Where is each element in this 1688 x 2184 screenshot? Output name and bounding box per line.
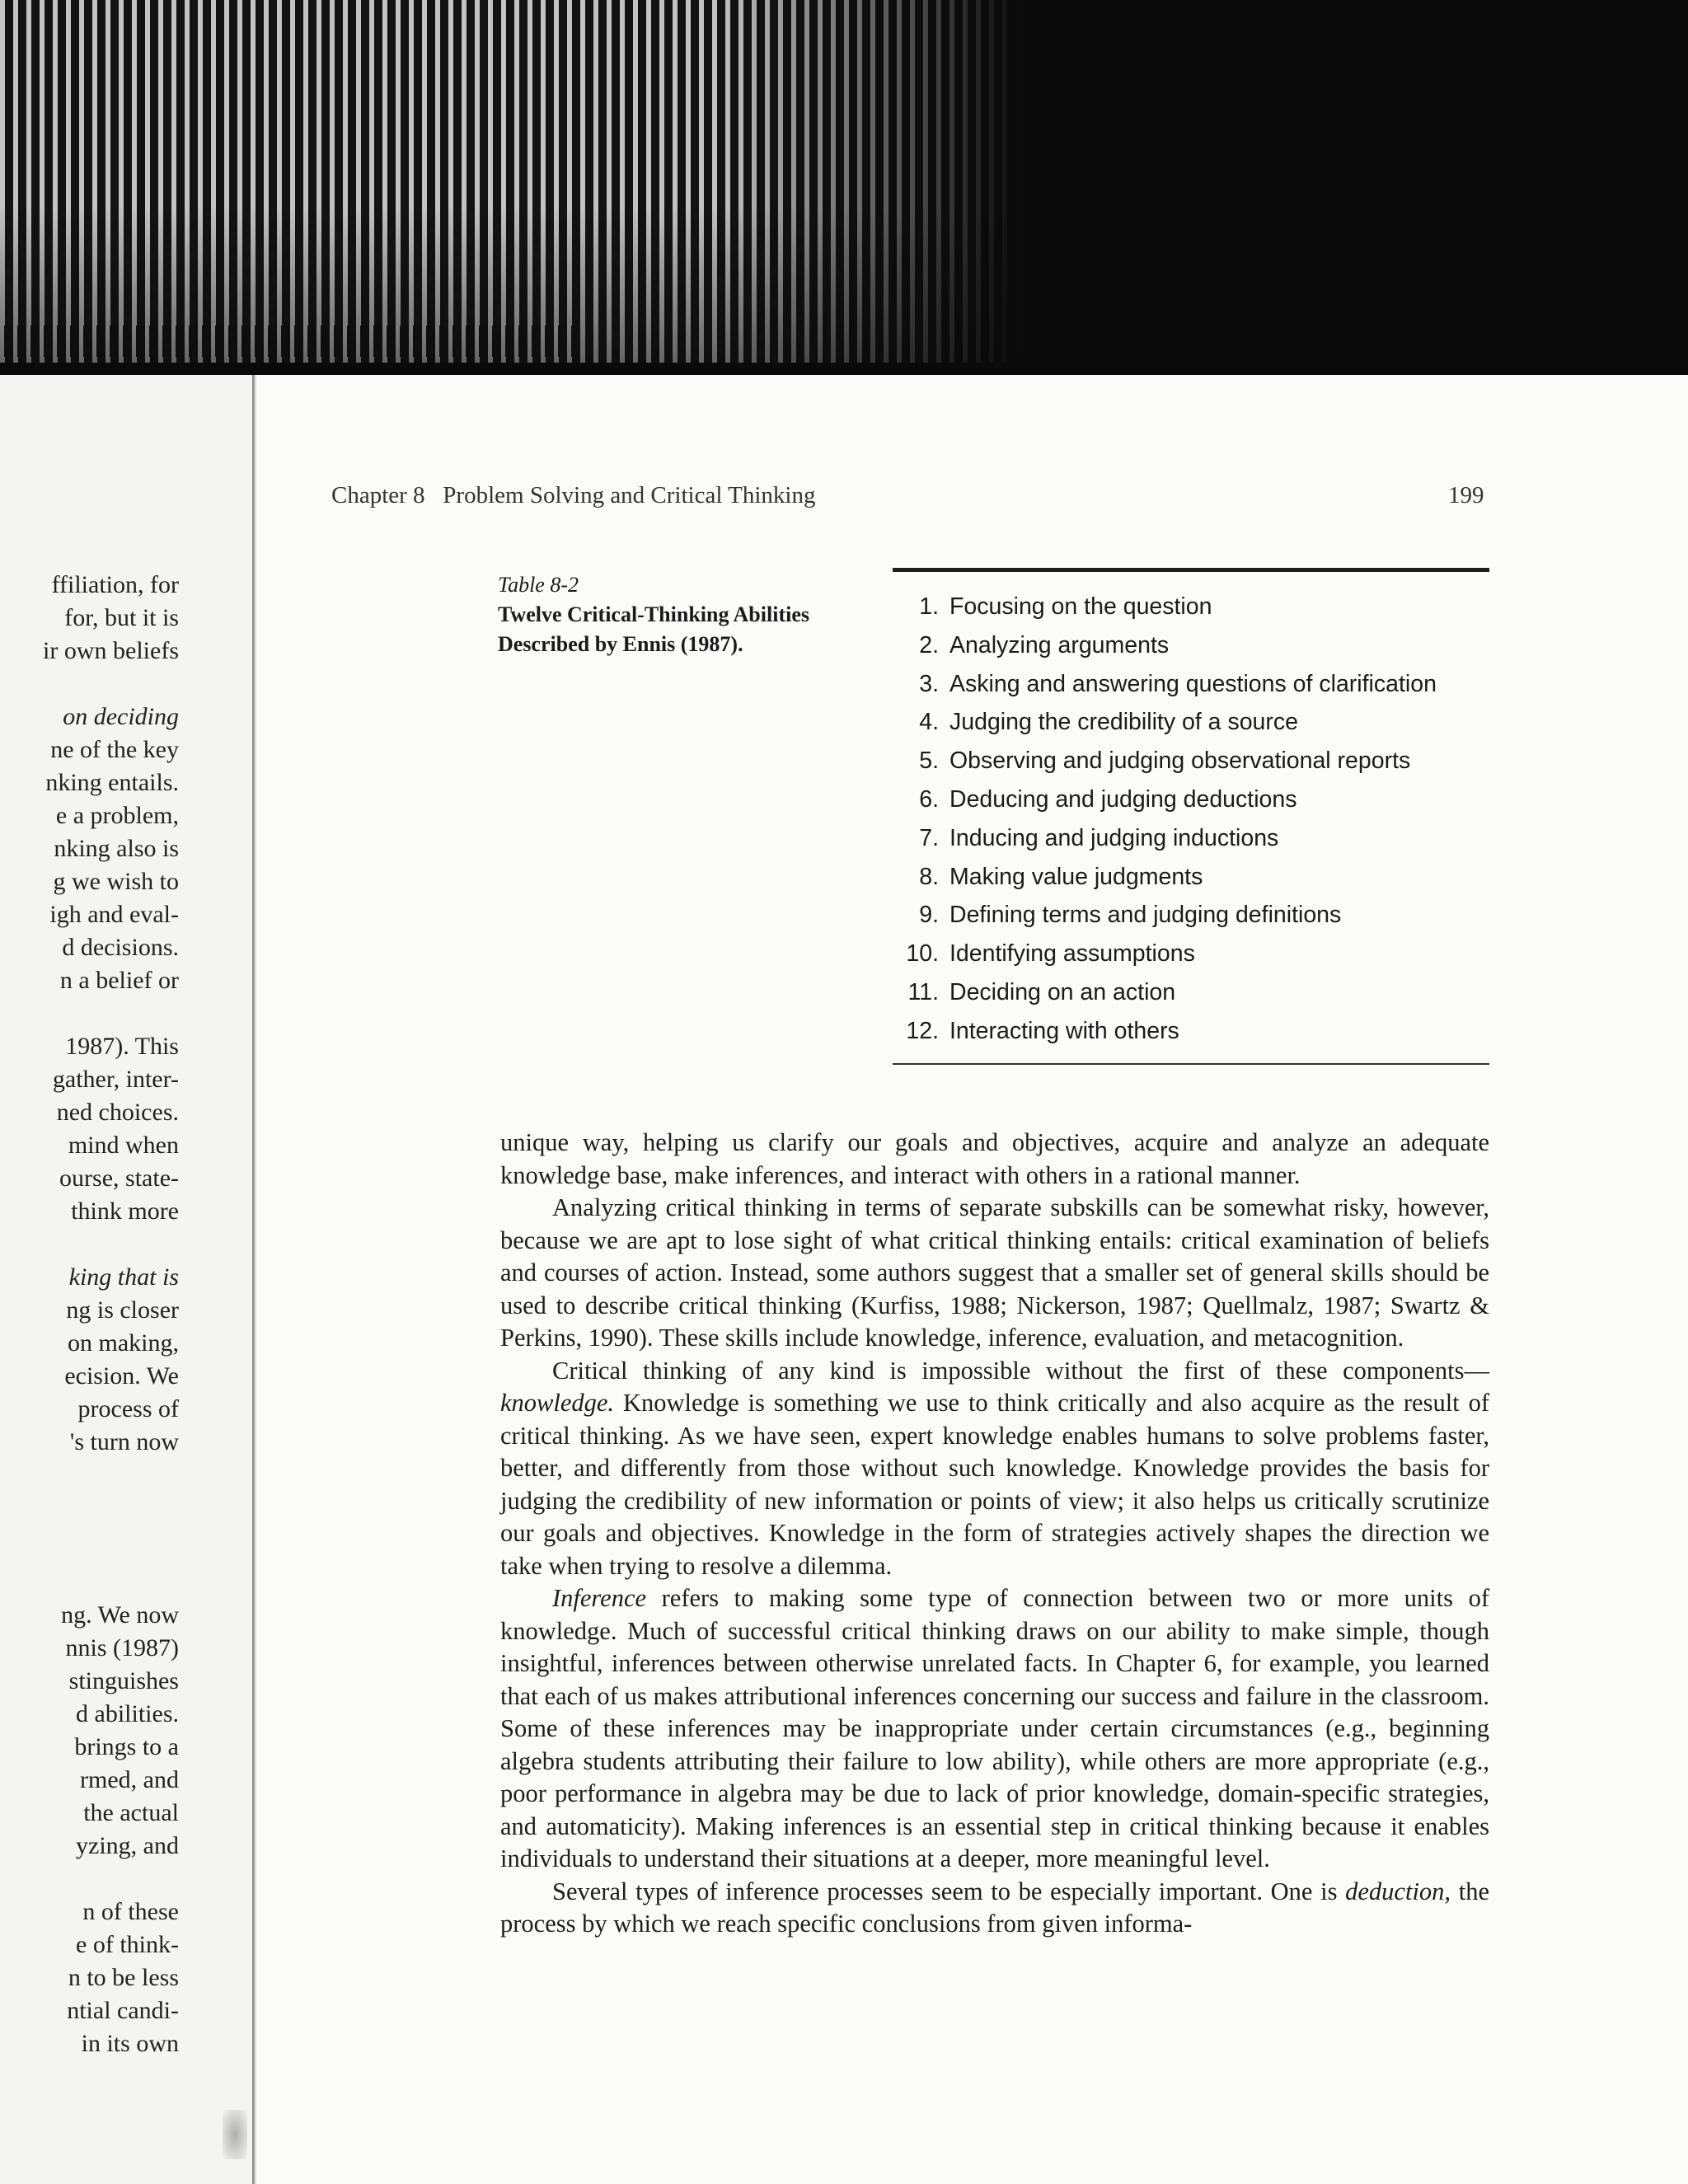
ability-number: 4. [919, 709, 939, 736]
body-text [500, 1127, 1489, 1941]
facing-page-line: think more [71, 1197, 179, 1225]
ability-text: Observing and judging observational reports [950, 748, 1411, 775]
ability-item [893, 973, 1489, 1012]
table-title: Twelve Critical-Thinking Abilities Described by Ennis (1987). [498, 602, 809, 656]
ability-number: 7. [919, 824, 939, 851]
scanner-shadow-band [0, 0, 1688, 375]
facing-page-left [0, 375, 257, 2184]
facing-page-line: for, but it is [64, 604, 179, 631]
facing-page-line: ned choices. [56, 1099, 179, 1126]
book-gutter [252, 375, 256, 2184]
scanner-shadow-gradient [0, 0, 1688, 375]
table-bottom-rule [893, 1063, 1489, 1065]
ability-item [893, 665, 1489, 704]
ability-number: 10. [906, 940, 939, 968]
ability-number: 9. [919, 902, 939, 929]
ability-number: 1. [919, 593, 939, 620]
page-number: 199 [1448, 482, 1484, 509]
facing-page-line: d abilities. [76, 1700, 179, 1727]
facing-page-line: king that is [68, 1263, 179, 1291]
ability-text: Interacting with others [950, 1017, 1179, 1044]
ability-item [893, 703, 1489, 742]
table-caption [498, 570, 860, 659]
facing-page-line: process of [77, 1395, 179, 1422]
facing-page-line: e of think- [76, 1931, 179, 1958]
facing-page-line: mind when [68, 1132, 179, 1159]
paragraph-3 [500, 1355, 1489, 1583]
running-head [331, 482, 1485, 509]
facing-page-line: nnis (1987) [65, 1634, 179, 1661]
ability-item [893, 858, 1489, 897]
facing-page-line: d decisions. [62, 934, 179, 961]
facing-page-line: ourse, state- [59, 1165, 179, 1192]
ability-text: Identifying assumptions [950, 940, 1195, 968]
facing-page-line: yzing, and [76, 1832, 179, 1859]
ability-text: Judging the credibility of a source [950, 709, 1298, 736]
facing-page-line: ffiliation, for [51, 571, 179, 598]
facing-page-line: nking also is [54, 835, 179, 862]
ability-item [893, 626, 1489, 665]
ability-number: 5. [919, 748, 939, 775]
table-top-rule [893, 568, 1489, 572]
ability-text: Analyzing arguments [950, 631, 1170, 658]
ability-text: Focusing on the question [950, 593, 1212, 620]
term-inference: Inference [552, 1584, 647, 1612]
paragraph-5-text-a: Several types of inference processes seem to be especially important. One is [552, 1877, 1346, 1905]
ability-text: Deciding on an action [950, 978, 1176, 1005]
ability-number: 11. [907, 978, 939, 1005]
chapter-title: Chapter 8 Problem Solving and Critical Thinking [331, 482, 816, 509]
ability-item [893, 588, 1489, 626]
ability-number: 3. [919, 670, 939, 697]
paragraph-4 [500, 1582, 1489, 1876]
paragraph-1: unique way, helping us clarify our goals and objectives, acquire and analyze an adequate knowledge base, make inferences, and interact with others in a rational manner. [500, 1128, 1489, 1189]
ability-text: Deducing and judging deductions [950, 785, 1297, 813]
facing-page-line: ng is closer [66, 1296, 179, 1324]
ability-number: 12. [906, 1017, 939, 1044]
facing-page-line: ir own beliefs [43, 637, 179, 664]
ability-number: 6. [919, 785, 939, 813]
facing-page-line: n of these [82, 1898, 179, 1925]
scan-smudge [223, 2110, 247, 2159]
ability-item [893, 819, 1489, 858]
facing-page-line: ecision. We [64, 1362, 179, 1390]
facing-page-line: stinguishes [68, 1667, 179, 1694]
abilities-list [893, 588, 1489, 1051]
facing-page-line: n to be less [68, 1964, 179, 1991]
facing-page-line: n a belief or [59, 967, 179, 994]
facing-page-line: the actual [83, 1799, 179, 1826]
facing-page-line: ntial candi- [67, 1997, 179, 2024]
ability-text: Asking and answering questions of clarification [950, 670, 1437, 697]
facing-page-line: ne of the key [50, 736, 179, 763]
facing-page-line: nking entails. [45, 769, 179, 796]
facing-page-line: on deciding [63, 703, 179, 730]
facing-page-line: g we wish to [53, 868, 179, 895]
paragraph-5-text-b: the process by which we reach specific conclusions from given informa- [500, 1877, 1489, 1938]
facing-page-line: igh and eval- [49, 901, 179, 928]
ability-number: 2. [919, 631, 939, 658]
ability-item [893, 935, 1489, 973]
ability-item [893, 780, 1489, 819]
paragraph-3-text-a: Critical thinking of any kind is impossible without the first of these components— [552, 1356, 1489, 1385]
facing-page-line: on making, [68, 1329, 179, 1357]
ability-text: Defining terms and judging definitions [950, 902, 1342, 929]
ability-item [893, 742, 1489, 780]
term-deduction: deduction, [1345, 1877, 1451, 1905]
term-knowledge: knowledge. [500, 1389, 615, 1417]
ability-item [893, 1012, 1489, 1051]
facing-page-line: in its own [81, 2030, 179, 2057]
paragraph-2: Analyzing critical thinking in terms of separate subskills can be somewhat risky, however, because we are apt to lose sight of what critical thinking entails: critical examination of beliefs and courses of action. Instead, some authors suggest that a smaller set of general skills should be used to describe critical thinking (Kurfiss, 1988; Nickerson, 1987; Quellmalz, 1987; Swartz & Perkins, 1990). These skills include knowledge, inference, evaluation, and metacognition. [500, 1193, 1489, 1352]
facing-page-line: rmed, and [80, 1766, 179, 1793]
facing-page-line: 's turn now [69, 1428, 179, 1455]
facing-page-line: gather, inter- [52, 1066, 179, 1093]
ability-text: Making value judgments [950, 863, 1203, 890]
paragraph-3-text-b: Knowledge is something we use to think critically and also acquire as the result of critical thinking. As we have seen, expert knowledge enables humans to solve problems faster, better, and differently from those without such knowledge. Knowledge provides the basis for judging the credibility of new information or points of view; it also helps us critically scrutinize our goals and objectives. Knowledge in the form of strategies actively shapes the direction we take when trying to resolve a dilemma. [500, 1389, 1489, 1580]
facing-page-line: brings to a [74, 1733, 179, 1760]
facing-page-line: e a problem, [55, 802, 179, 829]
facing-page-line: ng. We now [61, 1601, 179, 1629]
ability-item [893, 896, 1489, 935]
table-label: Table 8-2 [498, 573, 579, 597]
paragraph-5 [500, 1876, 1489, 1941]
paragraph-4-text: refers to making some type of connection between two or more units of knowledge. Much of successful critical thinking draws on our ability to make simple, though insightful, inferences between otherwise unrelated facts. In Chapter 6, for example, you learned that each of us makes attributional inferences concerning our success and failure in the classroom. Some of these inferences may be inappropriate under certain circumstances (e.g., beginning algebra students attributing their failure to low ability), while others are more appropriate (e.g., poor performance in algebra may be due to lack of prior knowledge, domain-specific strategies, and automaticity). Making inferences is an essential step in critical thinking because it enables individuals to understand their situations at a deeper, more meaningful level. [500, 1584, 1489, 1872]
ability-text: Inducing and judging inductions [950, 824, 1279, 851]
facing-page-line: 1987). This [65, 1033, 179, 1060]
ability-number: 8. [919, 863, 939, 890]
